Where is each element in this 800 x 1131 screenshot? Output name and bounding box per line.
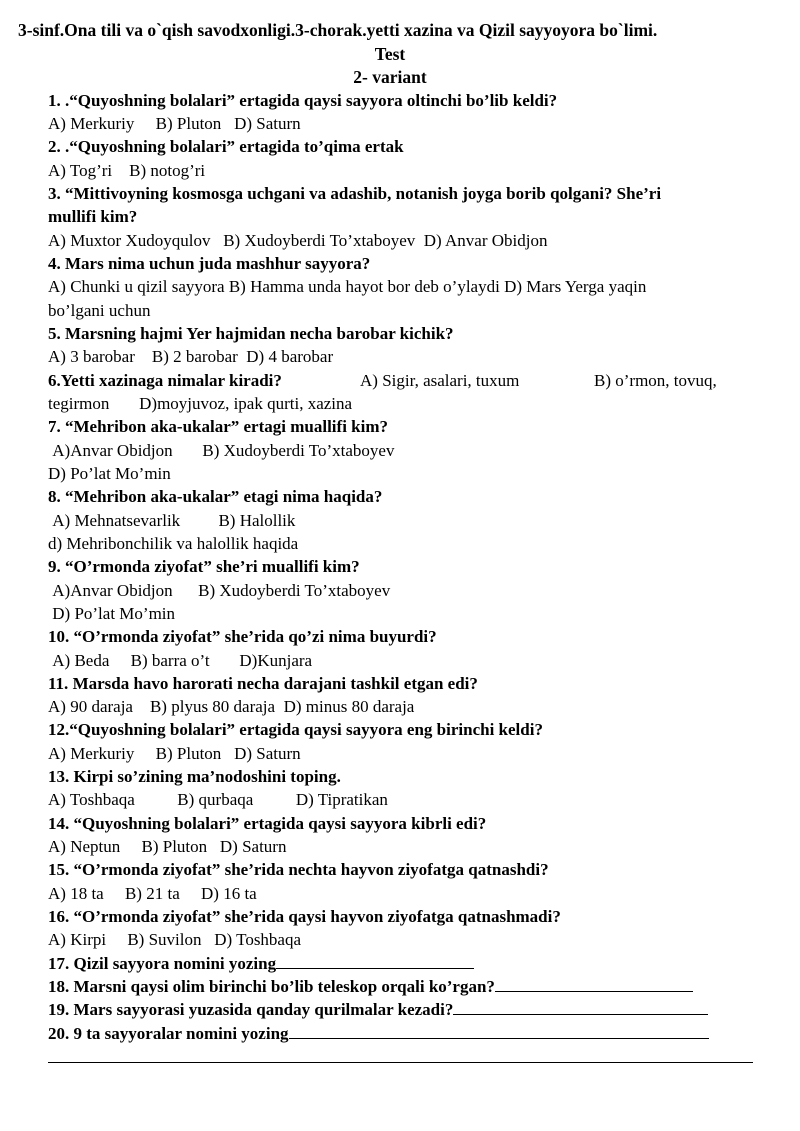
answer-rule-20[interactable] [48,1062,753,1063]
answers-1: A) Merkuriy B) Pluton D) Saturn [48,114,301,133]
answer-blank-18[interactable] [495,977,693,992]
answers-8-cont: d) Mehribonchilik va halollik haqida [48,534,299,553]
question-5: 5. Marsning hajmi Yer hajmidan necha barobar kichik? [48,324,454,343]
answers-3: A) Muxtor Xudoyqulov B) Xudoyberdi To’xtaboyev D) Anvar Obidjon [48,231,548,250]
answers-2: A) Tog’ri B) notog’ri [48,161,206,180]
question-15: 15. “O’rmonda ziyofat” she’rida nechta hayvon ziyofatga qatnashdi? [48,860,549,879]
answers-7: A)Anvar Obidjon B) Xudoyberdi To’xtaboyev [52,441,395,460]
answers-9-cont: D) Po’lat Mo’min [52,604,176,623]
question-10: 10. “O’rmonda ziyofat” she’rida qo’zi nima buyurdi? [48,627,437,646]
answers-7-cont: D) Po’lat Mo’min [48,464,171,483]
question-20: 20. 9 ta sayyoralar nomini yozing [48,1024,709,1044]
answer-blank-20[interactable] [289,1024,709,1039]
question-19: 19. Mars sayyorasi yuzasida qanday qurilmalar kezadi? [48,1000,708,1020]
question-3-cont: mullifi kim? [48,207,138,226]
answers-10: A) Beda B) barra o’t D)Kunjara [52,651,313,670]
question-8: 8. “Mehribon aka-ukalar” etagi nima haqida? [48,487,383,506]
question-1: 1. .“Quyoshning bolalari” ertagida qaysi sayyora oltinchi bo’lib keldi? [48,91,558,110]
answers-11: A) 90 daraja B) plyus 80 daraja D) minus 80 daraja [48,697,415,716]
answers-4: A) Chunki u qizil sayyora B) Hamma unda hayot bor deb o’ylaydi D) Mars Yerga yaqin [48,277,647,296]
question-16: 16. “O’rmonda ziyofat” she’rida qaysi hayvon ziyofatga qatnashmadi? [48,907,561,926]
answers-12: A) Merkuriy B) Pluton D) Saturn [48,744,301,763]
answer-blank-17[interactable] [276,954,474,969]
answers-15: A) 18 ta B) 21 ta D) 16 ta [48,884,257,903]
question-2: 2. .“Quyoshning bolalari” ertagida to’qima ertak [48,137,404,156]
answer-blank-19[interactable] [453,1000,708,1015]
answers-14: A) Neptun B) Pluton D) Saturn [48,837,287,856]
answers-8: A) Mehnatsevarlik B) Halollik [52,511,296,530]
answers-9: A)Anvar Obidjon B) Xudoyberdi To’xtaboyev [52,581,391,600]
answers-16: A) Kirpi B) Suvilon D) Toshbaqa [48,930,302,949]
question-14: 14. “Quyoshning bolalari” ertagida qaysi sayyora kibrli edi? [48,814,487,833]
variant-label: 2- variant [353,67,427,87]
answers-6-cont: tegirmon D)moyjuvoz, ipak qurti, xazina [48,394,353,413]
question-13: 13. Kirpi so’zining ma’nodoshini toping. [48,767,341,786]
question-12: 12.“Quyoshning bolalari” ertagida qaysi sayyora eng birinchi keldi? [48,720,543,739]
question-11: 11. Marsda havo harorati necha darajani tashkil etgan edi? [48,674,478,693]
page-heading: 3-sinf.Ona tili va o`qish savodxonligi.3-chorak.yetti xazina va Qizil sayyoyora bo`limi. [18,20,658,40]
question-7: 7. “Mehribon aka-ukalar” ertagi muallifi kim? [48,417,388,436]
test-title: Test [374,44,406,64]
question-18: 18. Marsni qaysi olim birinchi bo’lib teleskop orqali ko’rgan? [48,977,693,997]
answers-13: A) Toshbaqa B) qurbaqa D) Tipratikan [48,790,388,809]
question-4: 4. Mars nima uchun juda mashhur sayyora? [48,254,371,273]
answers-5: A) 3 barobar B) 2 barobar D) 4 barobar [48,347,334,366]
question-17: 17. Qizil sayyora nomini yozing [48,954,474,974]
answers-4-cont: bo’lgani uchun [48,301,151,320]
question-6: 6.Yetti xazinaga nimalar kiradi? A) Sigir, asalari, tuxum B) o’rmon, tovuq, [48,371,717,390]
question-9: 9. “O’rmonda ziyofat” she’ri muallifi kim? [48,557,360,576]
question-3: 3. “Mittivoyning kosmosga uchgani va adashib, notanish joyga borib qolgani? She’ri [48,184,662,203]
